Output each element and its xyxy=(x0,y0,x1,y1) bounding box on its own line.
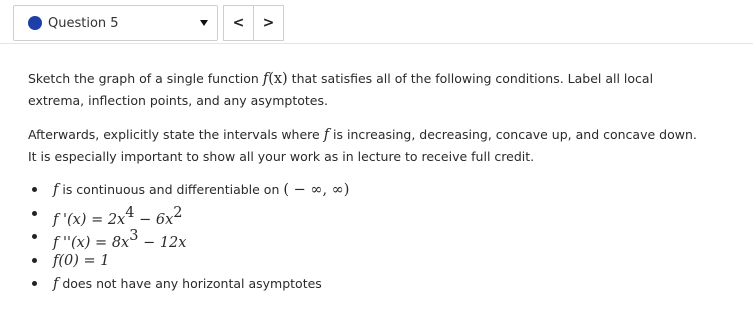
condition-item xyxy=(28,179,728,203)
condition-text: does not have any horizontal asymptotes xyxy=(58,276,322,291)
bullet-icon xyxy=(32,187,37,192)
question-select-label: Question 5 xyxy=(48,15,119,31)
function-arg: (x) xyxy=(268,71,288,87)
next-question-button[interactable]: > xyxy=(253,5,284,41)
function-name: f xyxy=(262,71,269,87)
instructions-text: Afterwards, explicitly state the intervals where xyxy=(28,127,324,142)
condition-rhs: − 6x xyxy=(134,211,174,228)
instructions-text: Sketch the graph of a single function xyxy=(28,71,259,86)
condition-text: is continuous and differentiable on xyxy=(58,182,284,197)
bullet-icon xyxy=(32,211,37,216)
bullet-icon xyxy=(32,234,37,239)
toolbar-divider xyxy=(0,43,753,44)
condition-function: f xyxy=(53,182,59,198)
instructions-paragraph-1 xyxy=(28,68,728,111)
instructions-text: that satisfies all of the following conditions. Label all local xyxy=(287,71,654,86)
condition-rhs: − 12x xyxy=(138,235,187,251)
question-toolbar xyxy=(13,5,287,41)
function-name: f xyxy=(323,127,330,143)
conditions-list xyxy=(28,179,728,297)
previous-question-button[interactable]: < xyxy=(223,5,254,41)
condition-exponent: 2 xyxy=(173,204,183,221)
condition-rhs: = 2x xyxy=(86,211,126,228)
condition-item xyxy=(28,226,728,250)
chevron-down-icon xyxy=(200,20,208,26)
condition-item xyxy=(28,250,728,274)
instructions-text: It is especially important to show all your work as in lecture to receive full credit. xyxy=(28,149,535,164)
condition-exponent: 4 xyxy=(125,204,135,221)
condition-exponent: 3 xyxy=(129,228,139,244)
question-status-icon xyxy=(28,16,42,30)
condition-item xyxy=(28,203,728,227)
condition-item xyxy=(28,273,728,297)
bullet-icon xyxy=(32,281,37,286)
condition-function: f xyxy=(53,276,59,292)
bullet-icon xyxy=(32,258,37,263)
condition-lhs: f '(x) xyxy=(53,211,87,228)
instructions-text: extrema, inflection points, and any asymptotes. xyxy=(28,93,328,108)
condition-interval: ( − ∞, ∞) xyxy=(283,182,350,198)
condition-rhs: = 8x xyxy=(90,235,130,251)
instructions-text: is increasing, decreasing, concave up, and concave down. xyxy=(329,127,697,142)
instructions-paragraph-2 xyxy=(28,124,728,167)
question-select[interactable] xyxy=(13,5,218,41)
condition-lhs: f ''(x) xyxy=(53,235,91,251)
condition-value: f(0) = 1 xyxy=(53,252,110,269)
question-body xyxy=(28,68,728,297)
